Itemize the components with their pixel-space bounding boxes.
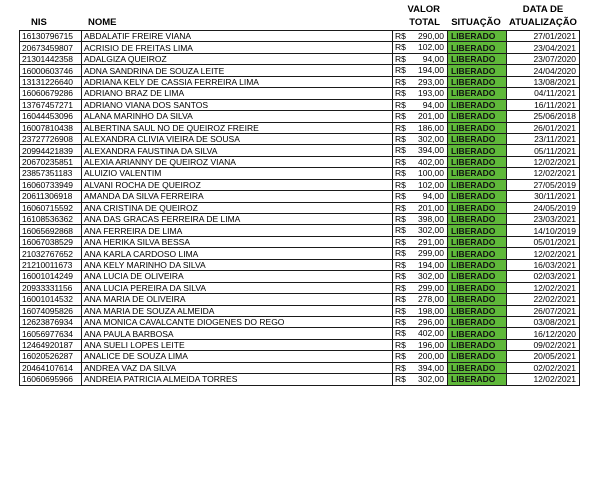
cell-nome: ANA SUELI LOPES LEITE — [82, 339, 393, 350]
currency-symbol: R$ — [395, 305, 406, 316]
cell-nis: 20673459807 — [20, 42, 82, 53]
table-row — [20, 76, 580, 87]
cell-nis: 16060695966 — [20, 374, 82, 385]
cell-nome: ANA CRISTINA DE QUEIROZ — [82, 202, 393, 213]
cell-situacao: LIBERADO — [448, 145, 507, 156]
cell-nis: 16044453096 — [20, 111, 82, 122]
cell-nome: ALBERTINA SAUL NO DE QUEIROZ FREIRE — [82, 122, 393, 133]
amount-value: 290,00 — [418, 31, 444, 41]
cell-situacao: LIBERADO — [448, 133, 507, 144]
amount-value: 186,00 — [418, 122, 444, 133]
cell-nome: ANDREA VAZ DA SILVA — [82, 362, 393, 373]
cell-nis: 16060733949 — [20, 179, 82, 190]
cell-valor — [393, 236, 448, 247]
cell-valor — [393, 191, 448, 202]
cell-nis: 13767457271 — [20, 99, 82, 110]
cell-nome: ANA KELY MARINHO DA SILVA — [82, 259, 393, 270]
cell-data-atualizacao: 03/08/2021 — [507, 316, 580, 327]
cell-nis: 21032767652 — [20, 248, 82, 259]
table-row — [20, 31, 580, 42]
table-row — [20, 53, 580, 64]
cell-nis: 12623876934 — [20, 316, 82, 327]
cell-valor — [393, 259, 448, 270]
currency-symbol: R$ — [395, 145, 406, 156]
cell-situacao: LIBERADO — [448, 328, 507, 339]
cell-nis: 23727726908 — [20, 133, 82, 144]
cell-situacao: LIBERADO — [448, 374, 507, 385]
cell-situacao: LIBERADO — [448, 236, 507, 247]
cell-nome: ANA LUCIA PEREIRA DA SILVA — [82, 282, 393, 293]
currency-symbol: R$ — [395, 111, 406, 122]
cell-data-atualizacao: 05/01/2021 — [507, 236, 580, 247]
cell-nis: 16056977634 — [20, 328, 82, 339]
amount-value: 394,00 — [418, 362, 444, 373]
cell-situacao: LIBERADO — [448, 362, 507, 373]
amount-value: 291,00 — [418, 236, 444, 247]
cell-situacao: LIBERADO — [448, 294, 507, 305]
currency-symbol: R$ — [395, 191, 406, 202]
cell-valor — [393, 99, 448, 110]
table-row — [20, 328, 580, 339]
cell-valor — [393, 248, 448, 259]
table-row — [20, 88, 580, 99]
table-row — [20, 374, 580, 385]
currency-symbol: R$ — [395, 214, 406, 224]
cell-data-atualizacao: 04/11/2021 — [507, 88, 580, 99]
cell-nis: 12464920187 — [20, 339, 82, 350]
cell-nis: 16130796715 — [20, 31, 82, 42]
table-row — [20, 65, 580, 76]
cell-valor — [393, 133, 448, 144]
cell-data-atualizacao: 24/05/2019 — [507, 202, 580, 213]
cell-situacao: LIBERADO — [448, 65, 507, 76]
cell-data-atualizacao: 16/03/2021 — [507, 259, 580, 270]
cell-data-atualizacao: 14/10/2019 — [507, 225, 580, 236]
cell-data-atualizacao: 25/06/2018 — [507, 111, 580, 122]
cell-valor — [393, 225, 448, 236]
cell-data-atualizacao: 22/02/2021 — [507, 294, 580, 305]
cell-nome: ALANA MARINHO DA SILVA — [82, 111, 393, 122]
cell-situacao: LIBERADO — [448, 305, 507, 316]
cell-nis: 20994421839 — [20, 145, 82, 156]
table-row — [20, 259, 580, 270]
currency-symbol: R$ — [395, 339, 406, 350]
cell-nome: ADRIANO BRAZ DE LIMA — [82, 88, 393, 99]
table-row — [20, 316, 580, 327]
cell-nome: ANA MONICA CAVALCANTE DIOGENES DO REGO — [82, 316, 393, 327]
cell-situacao: LIBERADO — [448, 99, 507, 110]
cell-situacao: LIBERADO — [448, 179, 507, 190]
table-row — [20, 99, 580, 110]
cell-nome: ADRIANO VIANA DOS SANTOS — [82, 99, 393, 110]
cell-data-atualizacao: 23/04/2021 — [507, 42, 580, 53]
cell-nome: ADALGIZA QUEIROZ — [82, 53, 393, 64]
table-row — [20, 42, 580, 53]
currency-symbol: R$ — [395, 248, 406, 259]
cell-nome: ANA KARLA CARDOSO LIMA — [82, 248, 393, 259]
currency-symbol: R$ — [395, 374, 406, 385]
table-row — [20, 236, 580, 247]
cell-nome: ALVANI ROCHA DE QUEIROZ — [82, 179, 393, 190]
table-row — [20, 351, 580, 362]
table-row — [20, 294, 580, 305]
cell-valor — [393, 202, 448, 213]
cell-nome: ANA MARIA DE SOUZA ALMEIDA — [82, 305, 393, 316]
cell-valor — [393, 42, 448, 53]
amount-value: 302,00 — [418, 225, 444, 236]
amount-value: 200,00 — [418, 351, 444, 362]
cell-situacao: LIBERADO — [448, 111, 507, 122]
table-row — [20, 202, 580, 213]
amount-value: 302,00 — [418, 271, 444, 282]
amount-value: 201,00 — [418, 111, 444, 122]
currency-symbol: R$ — [395, 236, 406, 247]
cell-valor — [393, 294, 448, 305]
cell-nis: 20611306918 — [20, 191, 82, 202]
amount-value: 302,00 — [418, 374, 444, 385]
cell-nome: ANA PAULA BARBOSA — [82, 328, 393, 339]
table-row — [20, 145, 580, 156]
amount-value: 394,00 — [418, 145, 444, 156]
cell-situacao: LIBERADO — [448, 42, 507, 53]
cell-data-atualizacao: 16/12/2020 — [507, 328, 580, 339]
cell-situacao: LIBERADO — [448, 31, 507, 42]
amount-value: 194,00 — [418, 65, 444, 76]
cell-valor — [393, 305, 448, 316]
cell-nis: 16067038529 — [20, 236, 82, 247]
cell-data-atualizacao: 27/05/2019 — [507, 179, 580, 190]
currency-symbol: R$ — [395, 362, 406, 373]
amount-value: 299,00 — [418, 282, 444, 293]
cell-valor — [393, 65, 448, 76]
cell-data-atualizacao: 02/02/2021 — [507, 362, 580, 373]
cell-nome: AMANDA DA SILVA FERREIRA — [82, 191, 393, 202]
amount-value: 302,00 — [418, 133, 444, 144]
cell-data-atualizacao: 12/02/2021 — [507, 282, 580, 293]
cell-valor — [393, 76, 448, 87]
amount-value: 296,00 — [418, 316, 444, 327]
currency-symbol: R$ — [395, 133, 406, 144]
cell-situacao: LIBERADO — [448, 225, 507, 236]
cell-data-atualizacao: 26/01/2021 — [507, 122, 580, 133]
cell-nome: ADNA SANDRINA DE SOUZA LEITE — [82, 65, 393, 76]
cell-nis: 16060715592 — [20, 202, 82, 213]
cell-nome: ANDREIA PATRICIA ALMEIDA TORRES — [82, 374, 393, 385]
cell-nome: ANALICE DE SOUZA LIMA — [82, 351, 393, 362]
cell-situacao: LIBERADO — [448, 282, 507, 293]
cell-data-atualizacao: 12/02/2021 — [507, 248, 580, 259]
cell-situacao: LIBERADO — [448, 168, 507, 179]
cell-situacao: LIBERADO — [448, 259, 507, 270]
table-row — [20, 362, 580, 373]
cell-valor — [393, 122, 448, 133]
header-nome: NOME — [88, 17, 117, 28]
table-row — [20, 214, 580, 225]
table-row — [20, 191, 580, 202]
table-row — [20, 282, 580, 293]
amount-value: 402,00 — [418, 328, 444, 339]
cell-data-atualizacao: 26/07/2021 — [507, 305, 580, 316]
currency-symbol: R$ — [395, 42, 406, 53]
cell-nome: ALEXANDRA FAUSTINA DA SILVA — [82, 145, 393, 156]
table-body — [20, 31, 580, 386]
cell-valor — [393, 328, 448, 339]
cell-valor — [393, 339, 448, 350]
header-data-line1: DATA DE — [522, 4, 564, 15]
currency-symbol: R$ — [395, 168, 406, 179]
amount-value: 94,00 — [422, 99, 444, 110]
spreadsheet — [19, 2, 579, 386]
currency-symbol: R$ — [395, 202, 406, 213]
cell-valor — [393, 145, 448, 156]
cell-valor — [393, 168, 448, 179]
header-situacao: SITUAÇÃO — [451, 17, 501, 28]
amount-value: 196,00 — [418, 339, 444, 350]
header-data-line2: ATUALIZAÇÃO — [509, 17, 577, 28]
amount-value: 102,00 — [418, 42, 444, 53]
cell-valor — [393, 374, 448, 385]
cell-nome: ANA HERIKA SILVA BESSA — [82, 236, 393, 247]
cell-data-atualizacao: 12/02/2021 — [507, 374, 580, 385]
cell-data-atualizacao: 13/08/2021 — [507, 76, 580, 87]
table-row — [20, 271, 580, 282]
cell-valor — [393, 214, 448, 225]
amount-value: 94,00 — [422, 53, 444, 64]
cell-nis: 16074095826 — [20, 305, 82, 316]
amount-value: 100,00 — [418, 168, 444, 179]
currency-symbol: R$ — [395, 53, 406, 64]
cell-nis: 20933331156 — [20, 282, 82, 293]
currency-symbol: R$ — [395, 316, 406, 327]
cell-situacao: LIBERADO — [448, 351, 507, 362]
cell-nis: 16001014249 — [20, 271, 82, 282]
amount-value: 102,00 — [418, 179, 444, 190]
cell-data-atualizacao: 12/02/2021 — [507, 168, 580, 179]
cell-nis: 13131226640 — [20, 76, 82, 87]
cell-situacao: LIBERADO — [448, 214, 507, 225]
cell-data-atualizacao: 20/05/2021 — [507, 351, 580, 362]
cell-nome: ABDALATIF FREIRE VIANA — [82, 31, 393, 42]
cell-nome: ACRISIO DE FREITAS LIMA — [82, 42, 393, 53]
cell-data-atualizacao: 16/11/2021 — [507, 99, 580, 110]
cell-data-atualizacao: 23/07/2020 — [507, 53, 580, 64]
table-row — [20, 156, 580, 167]
cell-valor — [393, 179, 448, 190]
cell-nome: ADRIANA KELY DE CASSIA FERREIRA LIMA — [82, 76, 393, 87]
cell-nome: ANA MARIA DE OLIVEIRA — [82, 294, 393, 305]
header-valor-line2: TOTAL — [409, 17, 440, 28]
amount-value: 201,00 — [418, 202, 444, 213]
amount-value: 402,00 — [418, 156, 444, 167]
cell-situacao: LIBERADO — [448, 122, 507, 133]
amount-value: 194,00 — [418, 259, 444, 270]
table-row — [20, 305, 580, 316]
cell-valor — [393, 351, 448, 362]
table-row — [20, 133, 580, 144]
table-row — [20, 225, 580, 236]
cell-nome: ALEXANDRA CLIVIA VIEIRA DE SOUSA — [82, 133, 393, 144]
cell-nome: ANA FERREIRA DE LIMA — [82, 225, 393, 236]
amount-value: 94,00 — [422, 191, 444, 202]
cell-valor — [393, 31, 448, 42]
table-row — [20, 339, 580, 350]
cell-nis: 21301442358 — [20, 53, 82, 64]
cell-data-atualizacao: 27/01/2021 — [507, 31, 580, 42]
cell-data-atualizacao: 24/04/2020 — [507, 65, 580, 76]
cell-nome: ALEXIA ARIANNY DE QUEIROZ VIANA — [82, 156, 393, 167]
cell-valor — [393, 111, 448, 122]
cell-situacao: LIBERADO — [448, 53, 507, 64]
currency-symbol: R$ — [395, 156, 406, 167]
cell-data-atualizacao: 12/02/2021 — [507, 156, 580, 167]
cell-data-atualizacao: 02/03/2021 — [507, 271, 580, 282]
cell-situacao: LIBERADO — [448, 76, 507, 87]
amount-value: 299,00 — [418, 248, 444, 259]
cell-situacao: LIBERADO — [448, 191, 507, 202]
currency-symbol: R$ — [395, 88, 406, 99]
currency-symbol: R$ — [395, 259, 406, 270]
table-row — [20, 248, 580, 259]
cell-situacao: LIBERADO — [448, 339, 507, 350]
cell-valor — [393, 282, 448, 293]
cell-situacao: LIBERADO — [448, 248, 507, 259]
cell-nis: 16001014532 — [20, 294, 82, 305]
header-valor-line1: VALOR — [407, 4, 440, 15]
currency-symbol: R$ — [395, 99, 406, 110]
cell-nis: 16020526287 — [20, 351, 82, 362]
cell-data-atualizacao: 30/11/2021 — [507, 191, 580, 202]
table-row — [20, 179, 580, 190]
cell-nis: 23857351183 — [20, 168, 82, 179]
cell-nis: 16065692868 — [20, 225, 82, 236]
currency-symbol: R$ — [395, 294, 406, 305]
cell-nome: ANA DAS GRACAS FERREIRA DE LIMA — [82, 214, 393, 225]
amount-value: 193,00 — [418, 88, 444, 99]
cell-valor — [393, 53, 448, 64]
cell-nis: 16060679286 — [20, 88, 82, 99]
amount-value: 278,00 — [418, 294, 444, 305]
currency-symbol: R$ — [395, 122, 406, 133]
cell-data-atualizacao: 05/11/2021 — [507, 145, 580, 156]
cell-nis: 16007810438 — [20, 122, 82, 133]
cell-valor — [393, 156, 448, 167]
cell-situacao: LIBERADO — [448, 316, 507, 327]
currency-symbol: R$ — [395, 179, 406, 190]
currency-symbol: R$ — [395, 65, 406, 76]
beneficiary-table — [19, 30, 580, 386]
currency-symbol: R$ — [395, 76, 406, 87]
table-row — [20, 122, 580, 133]
cell-nome: ALUIZIO VALENTIM — [82, 168, 393, 179]
header-row — [19, 2, 579, 30]
cell-nis: 20464107614 — [20, 362, 82, 373]
cell-nis: 16000603746 — [20, 65, 82, 76]
currency-symbol: R$ — [395, 225, 406, 236]
cell-data-atualizacao: 23/11/2021 — [507, 133, 580, 144]
table-row — [20, 168, 580, 179]
cell-nis: 21210011673 — [20, 259, 82, 270]
cell-valor — [393, 362, 448, 373]
currency-symbol: R$ — [395, 351, 406, 362]
amount-value: 293,00 — [418, 76, 444, 87]
cell-situacao: LIBERADO — [448, 156, 507, 167]
cell-valor — [393, 88, 448, 99]
currency-symbol: R$ — [395, 31, 406, 41]
cell-valor — [393, 271, 448, 282]
header-nis: NIS — [31, 17, 47, 28]
cell-valor — [393, 316, 448, 327]
cell-situacao: LIBERADO — [448, 88, 507, 99]
currency-symbol: R$ — [395, 328, 406, 339]
cell-situacao: LIBERADO — [448, 271, 507, 282]
cell-nome: ANA LUCIA DE OLIVEIRA — [82, 271, 393, 282]
cell-data-atualizacao: 23/03/2021 — [507, 214, 580, 225]
currency-symbol: R$ — [395, 282, 406, 293]
cell-situacao: LIBERADO — [448, 202, 507, 213]
amount-value: 198,00 — [418, 305, 444, 316]
amount-value: 398,00 — [418, 214, 444, 224]
cell-data-atualizacao: 09/02/2021 — [507, 339, 580, 350]
cell-nis: 16108536362 — [20, 214, 82, 225]
table-row — [20, 111, 580, 122]
currency-symbol: R$ — [395, 271, 406, 282]
cell-nis: 20670235851 — [20, 156, 82, 167]
